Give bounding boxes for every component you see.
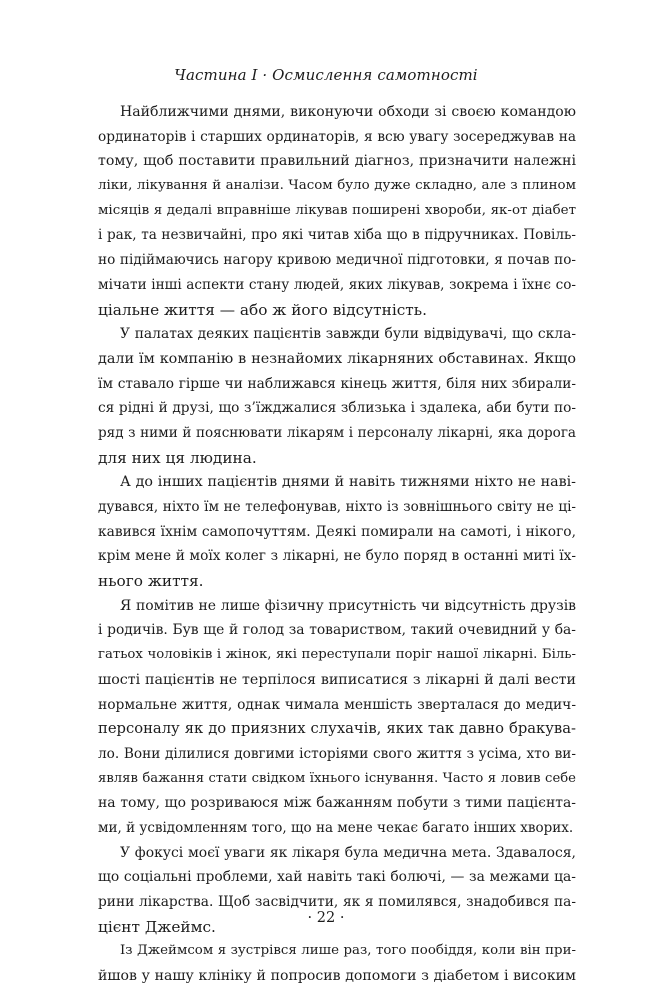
- text-line: персоналу як до приязних слухачів, яких так давно бракува-: [98, 720, 576, 738]
- text-line: ся рідні й друзі, що з’їжджалися зблизька і здалека, аби бути по-: [98, 400, 576, 417]
- text-line: що соціальні проблеми, хай навіть такі болючі, — за межами ца-: [98, 869, 576, 886]
- text-line: їм ставало гірше чи наближався кінець життя, біля них збирали-: [98, 375, 576, 392]
- text-line: Із Джеймсом я зустрівся лише раз, того пообіддя, коли він при-: [120, 943, 576, 959]
- text-line: ординаторів і старших ординаторів, я всю увагу зосереджував на: [98, 128, 576, 145]
- text-line: для них ця людина.: [98, 448, 257, 467]
- text-line: йшов у нашу клініку й попросив допомоги з діабетом і високим: [98, 968, 576, 985]
- text-line: мічати інші аспекти стану людей, яких лікував, зокрема і їхнє со-: [98, 276, 576, 293]
- text-line: являв бажання стати свідком їхнього існування. Часто я ловив себе: [98, 770, 576, 786]
- text-line: но підіймаючись нагору кривою медичної підготовки, я почав по-: [98, 252, 576, 269]
- text-line: ліки, лікування й аналізи. Часом було дуже складно, але з плином: [98, 178, 576, 194]
- text-line: і родичів. Був ще й голод за товариством, такий очевидний у ба-: [98, 622, 576, 639]
- text-line: кавився їхнім самопочуттям. Деякі помирали на самоті, і нікого,: [98, 523, 576, 540]
- page-number: · 22 ·: [307, 910, 345, 926]
- text-line: ло. Вони ділилися довгими історіями свого життя з усіма, хто ви-: [98, 745, 576, 762]
- text-line: на тому, що розриваюся між бажанням побути з тими пацієнта-: [98, 795, 576, 812]
- text-line: цієнт Джеймс.: [98, 917, 216, 936]
- text-line: рини лікарства. Щоб засвідчити, як я помилявся, знадобився па-: [98, 894, 576, 910]
- text-line: нього життя.: [98, 572, 204, 591]
- text-line: ряд з ними й пояснювати лікарям і персоналу лікарні, яка дорога: [98, 424, 576, 441]
- text-line: крім мене й моїх колег з лікарні, не було поряд в останні миті їх-: [98, 548, 576, 565]
- text-line: Я помітив не лише фізичну присутність чи відсутність друзів: [120, 597, 576, 614]
- text-line: У палатах деяких пацієнтів завжди були відвідувачі, що скла-: [120, 326, 576, 343]
- text-line: тому, щоб поставити правильний діагноз, призначити належні: [98, 153, 576, 170]
- text-line: шості пацієнтів не терпілося виписатися з лікарні й далі вести: [98, 671, 576, 688]
- running-head: Частина I · Осмислення самотності: [174, 66, 478, 84]
- text-line: ми, й усвідомленням того, що на мене чекає багато інших хворих.: [98, 819, 574, 836]
- text-line: і рак, та незвичайні, про які читав хіба що в підручниках. Повіль-: [98, 227, 576, 244]
- text-line: ціальне життя — або ж його відсутність.: [98, 300, 427, 319]
- text-line: У фокусі моєї уваги як лікаря була медична мета. Здавалося,: [120, 844, 576, 861]
- text-line: Найближчими днями, виконуючи обходи зі своєю командою: [120, 104, 576, 120]
- text-line: нормальне життя, однак чимала меншість зверталася до медич-: [98, 696, 576, 713]
- text-line: місяців я дедалі вправніше лікував поширені хвороби, як-от діабет: [98, 202, 576, 218]
- text-line: дали їм компанію в незнайомих лікарняних обставинах. Якщо: [98, 350, 576, 367]
- text-line: А до інших пацієнтів днями й навіть тижнями ніхто не наві-: [120, 474, 576, 491]
- body-text: [98, 100, 576, 989]
- text-line: гатьох чоловіків і жінок, які переступали поріг нашої лікарні. Біль-: [98, 647, 576, 663]
- text-line: дувався, ніхто їм не телефонував, ніхто із зовнішнього світу не ці-: [98, 499, 576, 515]
